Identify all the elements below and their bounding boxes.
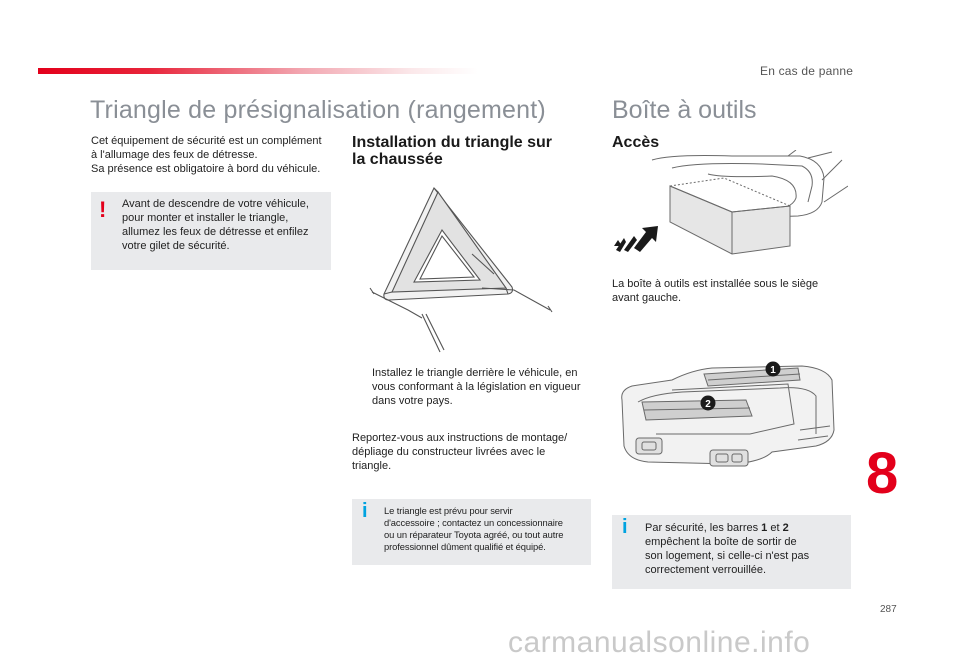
warning-triangle-illustration bbox=[362, 182, 558, 354]
paragraph-line: Reportez-vous aux instructions de montage/ bbox=[352, 432, 568, 444]
warning-line: allumez les feux de détresse et enfilez bbox=[122, 226, 309, 238]
installation-subtitle bbox=[352, 134, 592, 168]
watermark: carmanualsonline.info bbox=[508, 626, 811, 659]
marker-1: 1 bbox=[770, 365, 776, 376]
paragraph-line: triangle. bbox=[352, 460, 392, 472]
info-line-text: et bbox=[767, 522, 783, 534]
caption-line: avant gauche. bbox=[612, 292, 682, 304]
caption-line: La boîte à outils est installée sous le siège bbox=[612, 278, 819, 290]
warning-icon: ! bbox=[99, 197, 107, 222]
warning-line: votre gilet de sécurité. bbox=[122, 240, 230, 252]
info-line: correctement verrouillée. bbox=[645, 564, 767, 576]
paragraph-line: dépliage du constructeur livrées avec le bbox=[352, 446, 546, 458]
intro-text bbox=[91, 134, 341, 176]
info-text-triangle bbox=[384, 505, 589, 553]
seat-toolbox-illustration bbox=[612, 150, 848, 266]
bullet-text bbox=[372, 366, 594, 408]
instructions-paragraph bbox=[352, 431, 592, 473]
intro-line: Cet équipement de sécurité est un complément bbox=[91, 135, 322, 147]
section-label: En cas de panne bbox=[760, 64, 854, 78]
info-text-toolbox bbox=[645, 521, 845, 577]
bullet-line: vous conformant à la législation en vigueur bbox=[372, 381, 581, 393]
warning-text bbox=[122, 197, 326, 253]
info-line bbox=[645, 521, 845, 535]
intro-line: Sa présence est obligatoire à bord du véhicule. bbox=[91, 163, 321, 175]
info-line: son logement, si celle-ci n'est pas bbox=[645, 550, 810, 562]
info-line-text: Par sécurité, les barres bbox=[645, 522, 762, 534]
access-subtitle: Accès bbox=[612, 134, 660, 151]
page-number: 287 bbox=[880, 604, 897, 615]
info-line: Le triangle est prévu pour servir bbox=[384, 505, 513, 516]
marker-2: 2 bbox=[705, 399, 711, 410]
toolbox-caption bbox=[612, 277, 842, 305]
info-icon: i bbox=[622, 516, 628, 538]
warning-line: pour monter et installer le triangle, bbox=[122, 212, 289, 224]
info-line: d'accessoire ; contactez un concessionnaire bbox=[384, 517, 563, 528]
info-line: professionnel dûment qualifié et équipé. bbox=[384, 541, 546, 552]
subtitle-line: Installation du triangle sur bbox=[352, 134, 553, 151]
bar-2-ref: 2 bbox=[782, 522, 789, 534]
bar-1-ref: 1 bbox=[761, 522, 768, 534]
subtitle-line: la chaussée bbox=[352, 151, 443, 168]
intro-line: à l'allumage des feux de détresse. bbox=[91, 149, 258, 161]
bullet-line: Installez le triangle derrière le véhicule, en bbox=[372, 367, 578, 379]
bullet-line: dans votre pays. bbox=[372, 395, 453, 407]
info-line: ou un réparateur Toyota agréé, ou tout autre bbox=[384, 529, 564, 540]
page-title: Triangle de présignalisation (rangement) bbox=[90, 96, 546, 124]
warning-line: Avant de descendre de votre véhicule, bbox=[122, 198, 309, 210]
info-line: empêchent la boîte de sortir de bbox=[645, 536, 797, 548]
info-icon: i bbox=[362, 500, 368, 522]
header-accent-bar bbox=[38, 68, 478, 74]
toolbox-bars-illustration bbox=[612, 350, 848, 474]
toolbox-title: Boîte à outils bbox=[612, 96, 757, 124]
chapter-number: 8 bbox=[866, 441, 899, 506]
